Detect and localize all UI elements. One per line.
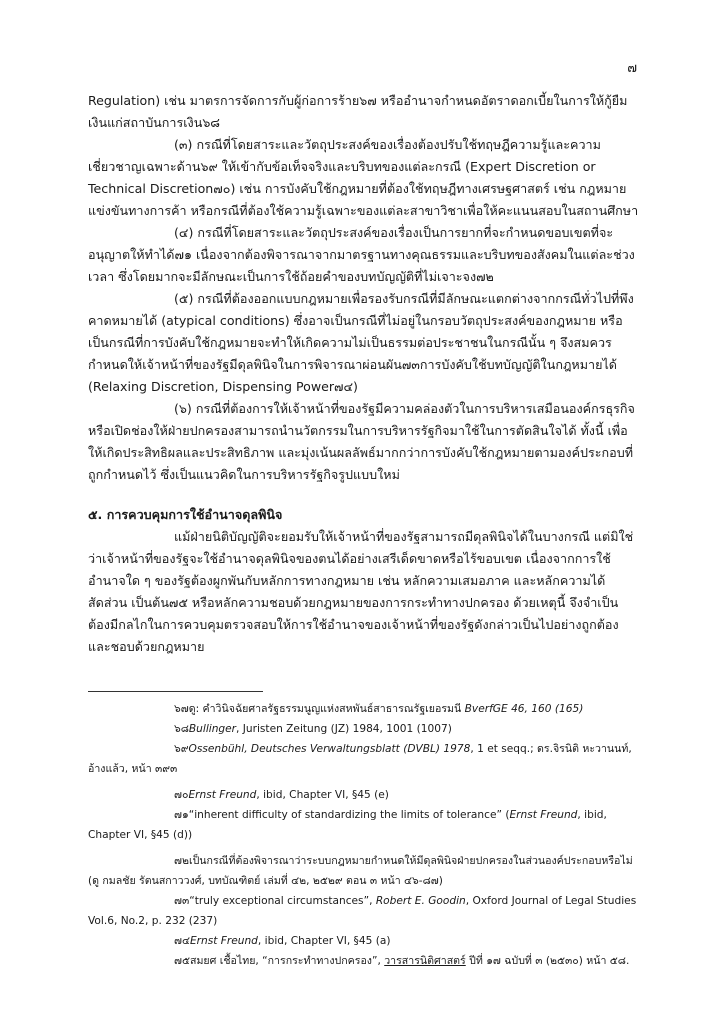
footnote: ๖๗ดู: คำวินิจฉัยศาลรัฐธรรมนูญแห่งสหพันธ์สาธารณรัฐเยอรมนี BverfGE 46, 160 (165) (174, 703, 584, 715)
paragraph-continuation: Regulation) เช่น มาตรการจัดการกับผู้ก่อการร้าย๖๗ หรืออำนาจกำหนดอัตราดอกเบี้ยในการให้กู้ยืมเงินแก่สถาบันการเงิน๖๘ (88, 93, 628, 130)
paragraph-item-3: (๓) กรณีที่โดยสาระและวัตถุประสงค์ของเรื่องต้องปรับใช้ทฤษฎีความรู้และความเชี่ยวชาญเฉพาะด้าน๖๙ ให้เข้ากับข้อเท็จจริงและบริบทของแต่ละกรณี (Expert Discretion or Technical Discretion๗๐) เช่น การบังคับใช้กฎหมายที่ต้องใช้ทฤษฎีทางเศรษฐศาสตร์ เช่น กฎหมายแข่งขันทางการค้า หรือกรณีที่ต้องใช้ความรู้เฉพาะของแต่ละสาขาวิชาเพื่อให้คะแนนสอบในสถานศึกษา (88, 137, 639, 218)
footnote: ๗๓“truly exceptional circumstances”, Robert E. Goodin, Oxford Journal of Legal Studies Vol.6, No.2, p. 232 (237) (88, 895, 637, 927)
footnote: ๗๐Ernst Freund, ibid, Chapter VI, §45 (e) (174, 789, 389, 801)
paragraph-item-6: (๖) กรณีที่ต้องการให้เจ้าหน้าที่ของรัฐมีความคล่องตัวในการบริหารเสมือนองค์กรธุรกิจ หรือเปิดช่องให้ฝ่ายปกครองสามารถนำนวัตกรรมในการบริหารรัฐกิจมาใช้ในการตัดสินใจได้ ทั้งนี้ เพื่อให้เกิดประสิทธิผลและประสิทธิภาพ และมุ่งเน้นผลลัพธ์มากกว่าการบังคับใช้กฎหมายตามองค์ประกอบที่ถูกกำหนดไว้ ซึ่งเป็นแนวคิดในการบริหารรัฐกิจรูปแบบใหม่ (88, 401, 635, 482)
footnote: ๗๕สมยศ เชื้อไทย, “การกระทำทางปกครอง”, วารสารนิติศาสตร์ ปีที่ ๑๗ ฉบับที่ ๓ (๒๕๓๐) หน้า ๕๘. (174, 955, 630, 967)
paragraph-item-5: (๕) กรณีที่ต้องออกแบบกฎหมายเพื่อรองรับกรณีที่มีลักษณะแตกต่างจากกรณีทั่วไปที่พึงคาดหมายได้ (atypical conditions) ซึ่งอาจเป็นกรณีที่ไม่อยู่ในกรอบวัตถุประสงค์ของกฎหมาย หรือเป็นกรณีที่การบังคับใช้กฎหมายจะทำให้เกิดความไม่เป็นธรรมต่อประชาชนในกรณีนั้น ๆ จึงสมควรกำหนดให้เจ้าหน้าที่ของรัฐมีดุลพินิจในการพิจารณาผ่อนผัน๗๓การบังคับใช้บทบัญญัติในกฎหมายได้ (Relaxing Discretion, Dispensing Power๗๔) (88, 291, 634, 394)
footnote-divider (88, 691, 263, 692)
paragraph-item-4: (๔) กรณีที่โดยสาระและวัตถุประสงค์ของเรื่องเป็นการยากที่จะกำหนดขอบเขตที่จะอนุญาตให้ทำได้๗๑ เนื่องจากต้องพิจารณาจากมาตรฐานทางคุณธรรมและบริบทของสังคมในแต่ละช่วงเวลา ซึ่งโดยมากจะมีลักษณะเป็นการใช้ถ้อยคำของบทบัญญัติที่ไม่เจาะจง๗๒ (88, 225, 635, 284)
page-number: ๗ (627, 61, 637, 76)
footnote: ๗๑“inherent difficulty of standardizing the limits of tolerance” (Ernst Freund, ibid, Chapter VI, §45 (d)) (88, 809, 607, 841)
footnote: ๗๒เป็นกรณีที่ต้องพิจารณาว่าระบบกฎหมายกำหนดให้มีดุลพินิจฝ่ายปกครองในส่วนองค์ประกอบหรือไม่ (ดู กมลชัย รัตนสกาววงศ์, บทบัณฑิตย์ เล่มที่ ๔๒, ๒๕๒๙ ตอน ๓ หน้า ๔๖-๘๗) (88, 855, 633, 887)
section-paragraph: แม้ฝ่ายนิติบัญญัติจะยอมรับให้เจ้าหน้าที่ของรัฐสามารถมีดุลพินิจได้ในบางกรณี แต่มิใช่ว่าเจ้าหน้าที่ของรัฐจะใช้อำนาจดุลพินิจของตนได้อย่างเสรีเด็ดขาดหรือไร้ขอบเขต เนื่องจากการใช้อำนาจใด ๆ ของรัฐต้องผูกพันกับหลักการทางกฎหมาย เช่น หลักความเสมอภาค และหลักความได้สัดส่วน เป็นต้น๗๕ หรือหลักความชอบด้วยกฎหมายของการกระทำทางปกครอง ด้วยเหตุนี้ จึงจำเป็นต้องมีกลไกในการควบคุมตรวจสอบให้การใช้อำนาจของเจ้าหน้าที่ของรัฐดังกล่าวเป็นไปอย่างถูกต้องและชอบด้วยกฎหมาย (88, 529, 634, 654)
section-heading: ๕. การควบคุมการใช้อำนาจดุลพินิจ (88, 507, 283, 522)
footnotes (88, 699, 640, 971)
footnote: ๗๔Ernst Freund, ibid, Chapter VI, §45 (a) (174, 935, 391, 947)
body-text (88, 90, 640, 658)
footnote: ๖๘Bullinger, Juristen Zeitung (JZ) 1984, 1001 (1007) (174, 723, 452, 735)
footnote: ๖๙Ossenbühl, Deutsches Verwaltungsblatt (DVBL) 1978, 1 et seqq.; ดร.จิรนิติ หะวานนท์, อ้างแล้ว, หน้า ๓๙๓ (88, 743, 632, 775)
